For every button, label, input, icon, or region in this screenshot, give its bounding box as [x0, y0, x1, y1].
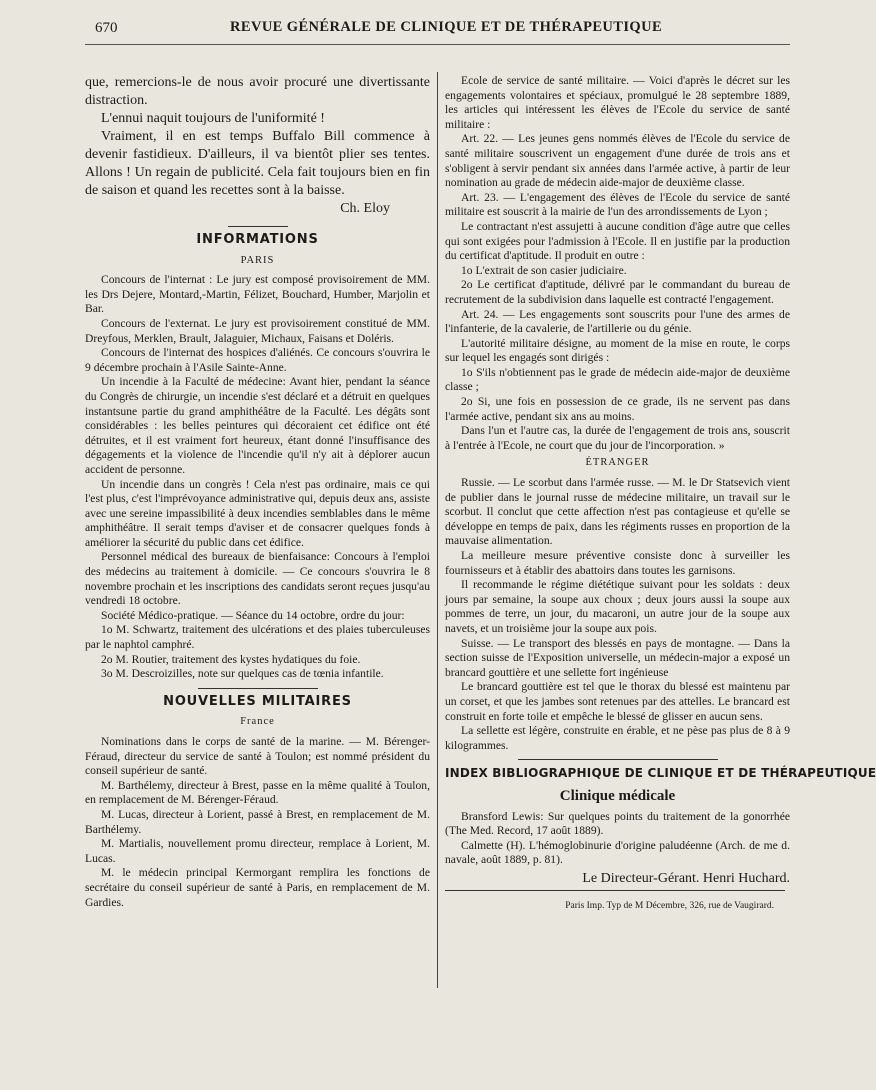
- school-paragraph: L'autorité militaire désigne, au moment de la mise en route, le corps sur lequel les engagés sont dirigés :: [445, 336, 790, 365]
- military-paragraph: M. Lucas, directeur à Lorient, passé à Brest, en remplacement de M. Barthélemy.: [85, 807, 430, 836]
- school-paragraph: Art. 22. — Les jeunes gens nommés élèves de l'Ecole du service de santé militaire souscrivent un engagement d'une durée de trois ans et s'obligent à servir pendant six années dans l'armée active, à partir de leur nomination au grade de médecin aide-major de deuxième classe.: [445, 132, 790, 190]
- footer-rule: [445, 890, 785, 891]
- article-signature: Ch. Eloy: [340, 201, 390, 216]
- subhead-paris: PARIS: [240, 254, 275, 266]
- foreign-paragraph: La meilleure mesure préventive consiste donc à surveiller les fournisseurs et à établir des abattoirs dans toutes les garnisons.: [445, 549, 790, 577]
- school-paragraph: 2o Le certificat d'aptitude, délivré par le commandant du bureau de recrutement de la subdivision dans laquelle est contracté l'engagement.: [445, 278, 790, 306]
- news-paragraph: Concours de l'internat : Le jury est composé provisoirement de MM. les Drs Dejere, Montard,-Martin, Félizet, Bouchard, Humber, Marjolin et Bar.: [85, 273, 430, 316]
- news-paragraph: Concours de l'internat des hospices d'aliénés. Ce concours s'ouvrira le 9 décembre prochain à l'Asile Sainte-Anne.: [85, 346, 430, 374]
- news-paragraph: Personnel médical des bureaux de bienfaisance: Concours à l'emploi des médecins au traitement à domicile. — Ce concours s'ouvrira le 8 novembre prochain et les inscriptions des candidats seront reçues jusqu'au vendredi 18 octobre.: [85, 550, 430, 608]
- separator-rule: [518, 759, 718, 760]
- subhead-etranger: ÉTRANGER: [585, 457, 650, 469]
- page-number: 670: [95, 20, 118, 36]
- foreign-paragraph: Russie. — Le scorbut dans l'armée russe. — M. le Dr Statsevich vient de publier dans le journal russe de médecine militaire, un travail sur le scorbut. Il conclut que cette affection n'est pas contagieuse et qu'elle se développe en temps de paix, dans les régiments russes en proportion de la mauvaise alimentation.: [445, 476, 790, 548]
- section-title-informations: INFORMATIONS: [196, 232, 319, 247]
- separator-rule: [228, 226, 288, 227]
- military-paragraph: M. Barthélemy, directeur à Brest, passe en la même qualité à Toulon, en remplacement de M. Bérenger-Féraud.: [85, 778, 430, 807]
- foreign-paragraph: Le brancard gouttière est tel que le thorax du blessé est maintenu par un corset, et que les jambes sont retenues par des attelles. Le brancard est construit en forte toile et empêche le blessé de glisser en aucun sens.: [445, 680, 790, 723]
- school-paragraph: Dans l'un et l'autre cas, la durée de l'engagement de trois ans, souscrit à l'entrée à l'Ecole, ne court que du jour de l'incorporation. »: [445, 424, 790, 452]
- school-paragraph: 1o S'ils n'obtiennent pas le grade de médecin aide-major de deuxième classe ;: [445, 365, 790, 394]
- news-paragraph: Un incendie à la Faculté de médecine: Avant hier, pendant la séance du Congrès de chirurgie, un incendie s'est déclaré et a détruit en quelques instantsune partie du grand amphithéâtre de la Faculté. Les dégâts sont considérables : les belles peintures qui décoraient cet édifice ont été détruites, et il est vraiment fort heureux, étant donné l'insuffisance des dégagements et la violence de l'incendie qu'il n'y ait à déplorer aucun accident de personne.: [85, 375, 430, 476]
- intro-paragraph: que, remercions-le de nous avoir procuré une divertissante distraction.: [85, 75, 430, 108]
- foreign-paragraph: La sellette est légère, construite en érable, et ne pèse pas plus de 8 à 9 kilogrammes.: [445, 724, 790, 752]
- running-head: REVUE GÉNÉRALE DE CLINIQUE ET DE THÉRAPEUTIQUE: [230, 19, 663, 35]
- subhead-france: France: [240, 716, 275, 728]
- left-column: [85, 74, 430, 910]
- agenda-item: 3o M. Descroizilles, note sur quelques cas de tœnia infantile.: [101, 667, 384, 681]
- school-paragraph: 1o L'extrait de son casier judiciaire.: [461, 263, 627, 277]
- agenda-item: 1o M. Schwartz, traitement des ulcérations et des plaies tuberculeuses par le naphtol camphré.: [85, 623, 430, 652]
- school-paragraph: Ecole de service de santé militaire. — Voici d'après le décret sur les engagements volontaires et spéciaux, promulgué le 28 septembre 1889, les articles qui intéressent les élèves de l'Ecole du service de santé militaire :: [445, 74, 790, 131]
- intro-paragraph: L'ennui naquit toujours de l'uniformité !: [101, 111, 325, 126]
- foreign-paragraph: Suisse. — Le transport des blessés en pays de montagne. — Dans la section suisse de l'Exposition universelle, un médecin-major a exposé un brancard gouttière et une sellette fort ingénieuse: [445, 636, 790, 679]
- foreign-paragraph: Il recommande le régime diététique suivant pour les soldats : deux jours par semaine, la soupe aux choux ; deux jours aussi la soupe aux pommes de terre, un jour, du macaroni, un autre jour de la soupe aux navets, et un troisième jour la soupe aux pois.: [445, 578, 790, 635]
- index-title: INDEX BIBLIOGRAPHIQUE DE CLINIQUE ET DE THÉRAPEUTIQUE: [445, 766, 876, 781]
- military-paragraph: Nominations dans le corps de santé de la marine. — M. Bérenger-Féraud, directeur du service de santé à Toulon; est nommé président du conseil supérieur de santé.: [85, 735, 430, 778]
- school-paragraph: Art. 23. — L'engagement des élèves de l'Ecole du service de santé militaire est souscrit à la mairie de l'un des arrondissements de Lyon ;: [445, 190, 790, 219]
- column-divider: [437, 72, 438, 988]
- director-signature: Le Directeur-Gérant. Henri Huchard.: [582, 870, 790, 886]
- news-paragraph: Concours de l'externat. Le jury est provisoirement constitué de MM. Dreyfous, Merklen, Brault, Jalaguier, Michaux, Faisans et Doléris.: [85, 316, 430, 345]
- school-paragraph: 2o Si, une fois en possession de ce grade, ils ne servent pas dans l'armée active, pendant six ans au moins.: [445, 395, 790, 423]
- intro-paragraph: Vraiment, il en est temps Buffalo Bill commence à devenir fastidieux. D'ailleurs, il va bientôt plier ses tentes. Allons ! Un regain de publicité. Cela fait toujours bien en fin de saison et quand les recettes sont à la baisse.: [85, 129, 430, 198]
- military-paragraph: M. Martialis, nouvellement promu directeur, remplace à Lorient, M. Lucas.: [85, 837, 430, 865]
- bibliography-entry: Calmette (H). L'hémoglobinurie d'origine paludéenne (Arch. de me d. navale, août 1889, p. 81).: [445, 838, 790, 867]
- school-paragraph: Art. 24. — Les engagements sont souscrits pour l'une des armes de l'infanterie, de la cavalerie, de l'artillerie ou du génie.: [445, 307, 790, 336]
- index-subtitle: Clinique médicale: [559, 787, 676, 804]
- separator-rule: [198, 688, 318, 689]
- school-paragraph: Le contractant n'est assujetti à aucune condition d'âge autre que celles qui sont exigées pour l'admission à l'Ecole. Il en justifie par la production du certificat d'aptitude. Il produit en outre :: [445, 219, 790, 263]
- header-rule: [85, 44, 790, 45]
- military-paragraph: M. le médecin principal Kermorgant remplira les fonctions de secrétaire du conseil supérieur de santé à Paris, en remplacement de M. Gardies.: [85, 866, 430, 909]
- news-paragraph: Un incendie dans un congrès ! Cela n'est pas ordinaire, mais ce qui l'est plus, c'est l'imprévoyance administrative qui, depuis deux ans, assiste avec une sereine impassibilité à deux incendies semblables dans le même amphithéâtre. Il serait temps d'aviser et de consacrer quelques fonds à améliorer la sécurité du public dans cet édifice.: [85, 477, 430, 549]
- printer-imprint: Paris Imp. Typ de M Décembre, 326, rue de Vaugirard.: [565, 901, 774, 912]
- news-paragraph: Société Médico-pratique. — Séance du 14 octobre, ordre du jour:: [101, 608, 405, 622]
- agenda-item: 2o M. Routier, traitement des kystes hydatiques du foie.: [101, 652, 361, 666]
- right-column: [445, 74, 876, 914]
- bibliography-entry: Bransford Lewis: Sur quelques points du traitement de la gonorrhée (The Med. Record, 17 août 1889).: [445, 809, 790, 838]
- section-title-military: NOUVELLES MILITAIRES: [163, 693, 352, 709]
